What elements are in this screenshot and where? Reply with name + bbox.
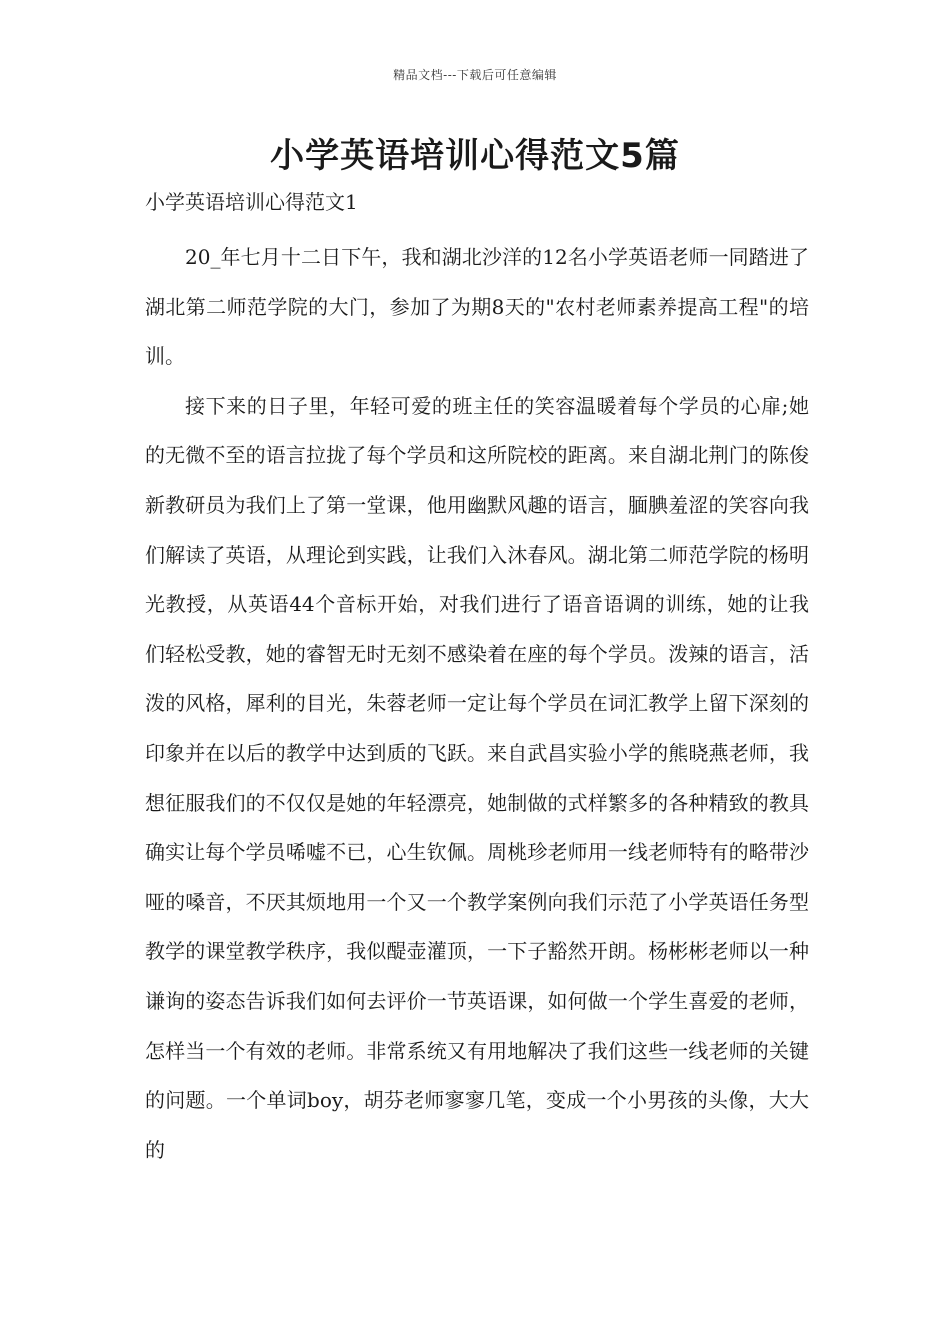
document-title: 小学英语培训心得范文5篇: [270, 136, 680, 176]
document-body: [145, 233, 809, 1175]
section-heading: 小学英语培训心得范文1: [145, 190, 358, 214]
paragraph-2: 接下来的日子里，年轻可爱的班主任的笑容温暖着每个学员的心扉;她的无微不至的语言拉拢了每个学员和这所院校的距离。来自湖北荆门的陈俊新教研员为我们上了第一堂课，他用幽默风趣的语言，腼腆羞涩的笑容向我们解读了英语，从理论到实践，让我们入沐春风。湖北第二师范学院的杨明光教授，从英语44个音标开始，对我们进行了语音语调的训练，她的让我们轻松受教，她的睿智无时无刻不感染着在座的每个学员。泼辣的语言，活泼的风格，犀利的目光，朱蓉老师一定让每个学员在词汇教学上留下深刻的印象并在以后的教学中达到质的飞跃。来自武昌实验小学的熊晓燕老师，我想征服我们的不仅仅是她的年轻漂亮，她制做的式样繁多的各种精致的教具确实让每个学员唏嘘不已，心生钦佩。周桃珍老师用一线老师特有的略带沙哑的嗓音，不厌其烦地用一个又一个教学案例向我们示范了小学英语任务型教学的课堂教学秩序，我似醍壶灌顶，一下子豁然开朗。杨彬彬老师以一种谦询的姿态告诉我们如何去评价一节英语课，如何做一个学生喜爱的老师，怎样当一个有效的老师。非常系统又有用地解决了我们这些一线老师的关键的问题。一个单词boy，胡芬老师寥寥几笔，变成一个小男孩的头像，大大的: [145, 393, 809, 1162]
paragraph-1: 20_年七月十二日下午，我和湖北沙洋的12名小学英语老师一同踏进了湖北第二师范学院的大门，参加了为期8天的"农村老师素养提高工程"的培训。: [145, 245, 809, 369]
header-note: 精品文档---下载后可任意编辑: [393, 68, 557, 82]
